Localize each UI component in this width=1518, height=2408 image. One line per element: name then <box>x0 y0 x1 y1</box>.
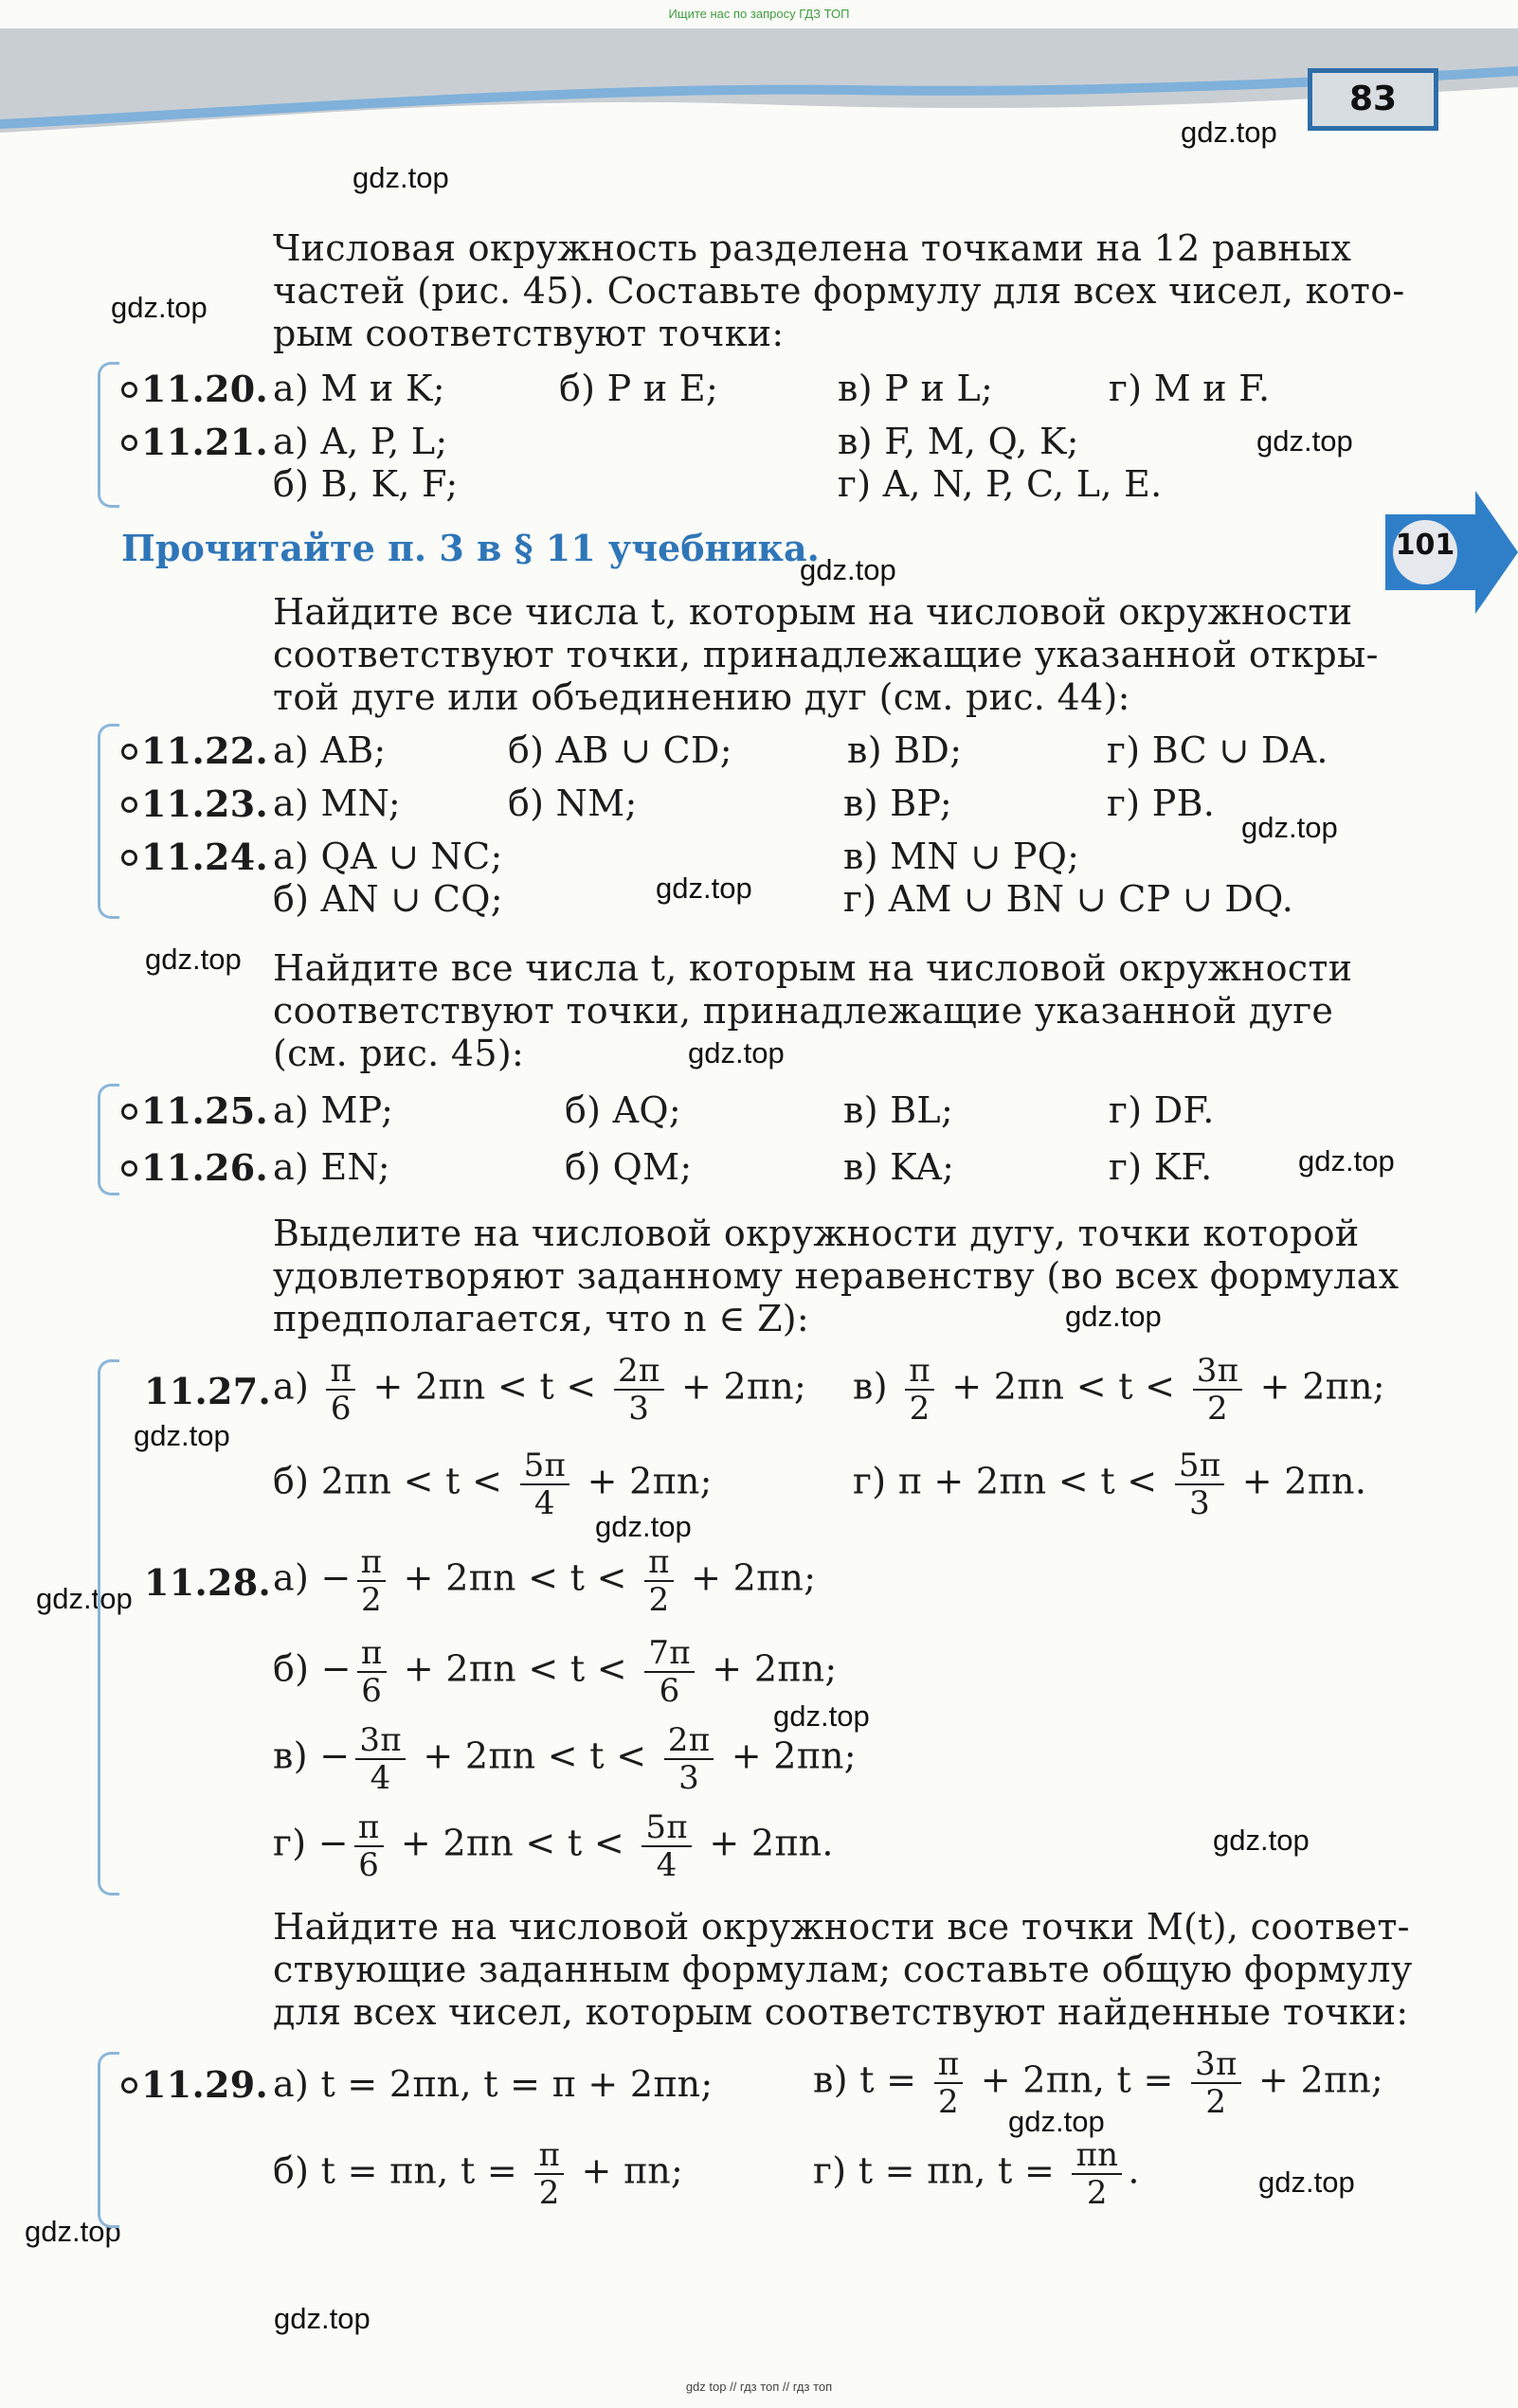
inequality-11-27-g: г) π + 2πn < t < $\frac{5\pi}{3}$ + 2πn. <box>853 1447 1367 1522</box>
watermark: gdz.top <box>352 161 449 194</box>
formula-11-29-v: в) t = $\frac{\pi}{2}$ + 2πn, t = $\frac{3\pi}{2}$ + 2πn; <box>813 2045 1384 2121</box>
inequality-11-27-v: в) $\frac{\pi}{2}$ + 2πn < t < $\frac{3\pi}{2}$ + 2πn; <box>853 1352 1385 1428</box>
watermark: gdz.top <box>36 1582 133 1615</box>
answer-b: б) QM; <box>565 1146 693 1188</box>
task-intro-line: Найдите на числовой окружности все точки M(t), соответ- <box>273 1906 1410 1948</box>
task-intro-line: соответствуют точки, принадлежащие указанной дуге <box>273 990 1334 1032</box>
task-intro-line: для всех чисел, которым соответствуют найденные точки: <box>273 1991 1409 2033</box>
inequality-11-28-v: в) − $\frac{3\pi}{4}$ + 2πn < t < $\frac{2\pi}{3}$ + 2πn; <box>273 1721 857 1797</box>
answer-b: б) AQ; <box>565 1089 681 1131</box>
circle-marker-icon <box>121 435 137 451</box>
answer-v: в) P и L; <box>838 368 994 409</box>
exercise-group-brace <box>98 1359 119 1896</box>
exercise-group-brace <box>98 1084 119 1195</box>
answer-v: в) KA; <box>843 1146 955 1188</box>
watermark: gdz.top <box>134 1419 230 1452</box>
task-intro-line: (см. рис. 45): <box>273 1033 525 1074</box>
watermark: gdz.top <box>595 1510 692 1543</box>
exercise-11-25[interactable]: 11.25. <box>121 1089 268 1133</box>
exercise-11-20[interactable]: 11.20. <box>121 368 268 411</box>
watermark: gdz.top <box>800 553 896 586</box>
circle-marker-icon <box>121 744 137 760</box>
task-intro-line: Числовая окружность разделена точками на 12 равных <box>273 227 1352 269</box>
watermark: gdz.top <box>145 943 242 976</box>
watermark: gdz.top <box>1241 811 1338 844</box>
task-intro-line: удовлетворяют заданному неравенству (во всех формулах <box>273 1255 1400 1297</box>
circle-marker-icon <box>121 1104 137 1120</box>
inequality-11-28-g: г) − $\frac{\pi}{6}$ + 2πn < t < $\frac{5\pi}{4}$ + 2πn. <box>273 1808 834 1884</box>
task-intro-line: соответствуют точки, принадлежащие указанной откры- <box>273 634 1379 675</box>
watermark: gdz.top <box>1181 116 1277 149</box>
watermark: gdz.top <box>274 2302 370 2335</box>
answer-g: г) A, N, P, C, L, E. <box>838 463 1163 505</box>
answer-v: в) BD; <box>847 729 963 771</box>
task-intro-line: Найдите все числа t, которым на числовой окружности <box>273 947 1353 989</box>
page-reference-label: 101 <box>1395 529 1455 562</box>
circle-marker-icon <box>121 797 137 813</box>
exercise-11-29[interactable]: 11.29. <box>121 2063 268 2107</box>
circle-marker-icon <box>121 2077 137 2094</box>
exercise-11-22[interactable]: 11.22. <box>121 729 268 773</box>
exercise-11-24[interactable]: 11.24. <box>121 836 268 879</box>
answer-g: г) PB. <box>1107 782 1216 824</box>
answer-b: б) AB ∪ CD; <box>508 729 732 771</box>
answer-v: в) BL; <box>843 1089 954 1131</box>
watermark: gdz.top <box>773 1699 870 1733</box>
exercise-11-28[interactable]: 11.28. <box>144 1561 272 1604</box>
watermark: gdz.top <box>688 1036 785 1069</box>
task-intro-line: ствующие заданным формулам; составьте общую формулу <box>273 1949 1413 1990</box>
answer-a: а) A, P, L; <box>273 421 448 462</box>
task-intro-line: Найдите все числа t, которым на числовой окружности <box>273 591 1353 633</box>
inequality-11-27-b: б) 2πn < t < $\frac{5\pi}{4}$ + 2πn; <box>273 1447 713 1522</box>
answer-g: г) DF. <box>1109 1089 1215 1131</box>
answer-b: б) AN ∪ CQ; <box>273 878 503 920</box>
circle-marker-icon <box>121 1160 137 1177</box>
circle-marker-icon <box>121 850 137 866</box>
section-heading: Прочитайте п. 3 в § 11 учебника. <box>121 527 820 569</box>
answer-a: а) MP; <box>273 1089 394 1131</box>
inequality-11-28-a: а) − $\frac{\pi}{2}$ + 2πn < t < $\frac{\pi}{2}$ + 2πn; <box>273 1543 817 1619</box>
answer-g: г) KF. <box>1109 1146 1213 1188</box>
watermark: gdz.top <box>656 872 752 905</box>
exercise-group-brace <box>98 362 119 508</box>
answer-v: в) F, M, Q, K; <box>838 421 1079 462</box>
watermark: gdz.top <box>111 291 208 324</box>
watermark: gdz.top <box>1256 424 1353 458</box>
answer-g: г) M и F. <box>1109 368 1271 409</box>
page-number: 83 <box>1308 68 1438 131</box>
bottom-banner: gdz top // гдз топ // гдз топ <box>685 2380 833 2394</box>
task-intro-line: той дуге или объединению дуг (см. рис. 44): <box>273 676 1130 718</box>
task-intro-line: предполагается, что n ∈ Z): <box>273 1298 810 1339</box>
watermark: gdz.top <box>1065 1300 1162 1333</box>
answer-v: в) BP; <box>843 782 953 824</box>
watermark: gdz.top <box>1213 1824 1310 1857</box>
answer-g: г) AM ∪ BN ∪ CP ∪ DQ. <box>843 878 1294 920</box>
watermark: gdz.top <box>1258 2165 1355 2199</box>
top-banner: Ищите нас по запросу ГДЗ ТОП <box>668 7 850 21</box>
exercise-group-brace <box>98 724 119 919</box>
answer-a: а) M и K; <box>273 368 445 409</box>
task-intro-line: Выделите на числовой окружности дугу, точки которой <box>273 1213 1360 1254</box>
answer-a: а) AB; <box>273 729 387 771</box>
answer-v: в) MN ∪ PQ; <box>843 836 1080 877</box>
task-intro-line: рым соответствуют точки: <box>273 313 785 354</box>
exercise-11-27[interactable]: 11.27. <box>144 1370 272 1412</box>
circle-marker-icon <box>121 382 137 398</box>
answer-a: а) EN; <box>273 1146 390 1188</box>
inequality-11-28-b: б) − $\frac{\pi}{6}$ + 2πn < t < $\frac{7\pi}{6}$ + 2πn; <box>273 1634 838 1710</box>
answer-b: б) P и E; <box>559 368 719 409</box>
exercise-group-brace <box>98 2052 119 2228</box>
exercise-11-21[interactable]: 11.21. <box>121 421 268 464</box>
watermark: gdz.top <box>25 2215 121 2248</box>
answer-a: а) QA ∪ NC; <box>273 836 503 877</box>
watermark: gdz.top <box>1008 2105 1105 2138</box>
exercise-11-23[interactable]: 11.23. <box>121 782 268 826</box>
exercise-11-26[interactable]: 11.26. <box>121 1146 268 1190</box>
answer-g: г) BC ∪ DA. <box>1107 729 1328 771</box>
task-intro-line: частей (рис. 45). Составьте формулу для всех чисел, кото- <box>273 270 1405 312</box>
answer-b: б) B, K, F; <box>273 463 459 505</box>
inequality-11-27-a: а) $\frac{\pi}{6}$ + 2πn < t < $\frac{2\pi}{3}$ + 2πn; <box>273 1352 807 1428</box>
header-wave <box>0 28 1518 133</box>
answer-a: а) MN; <box>273 782 401 824</box>
formula-11-29-b: б) t = πn, t = $\frac{\pi}{2}$ + πn; <box>273 2136 684 2212</box>
watermark: gdz.top <box>1298 1144 1395 1177</box>
answer-b: б) NM; <box>508 782 638 824</box>
formula-11-29-g: г) t = πn, t = $\frac{\pi n}{2}$ . <box>813 2136 1140 2212</box>
formula-11-29-a: а) t = 2πn, t = π + 2πn; <box>273 2063 714 2105</box>
